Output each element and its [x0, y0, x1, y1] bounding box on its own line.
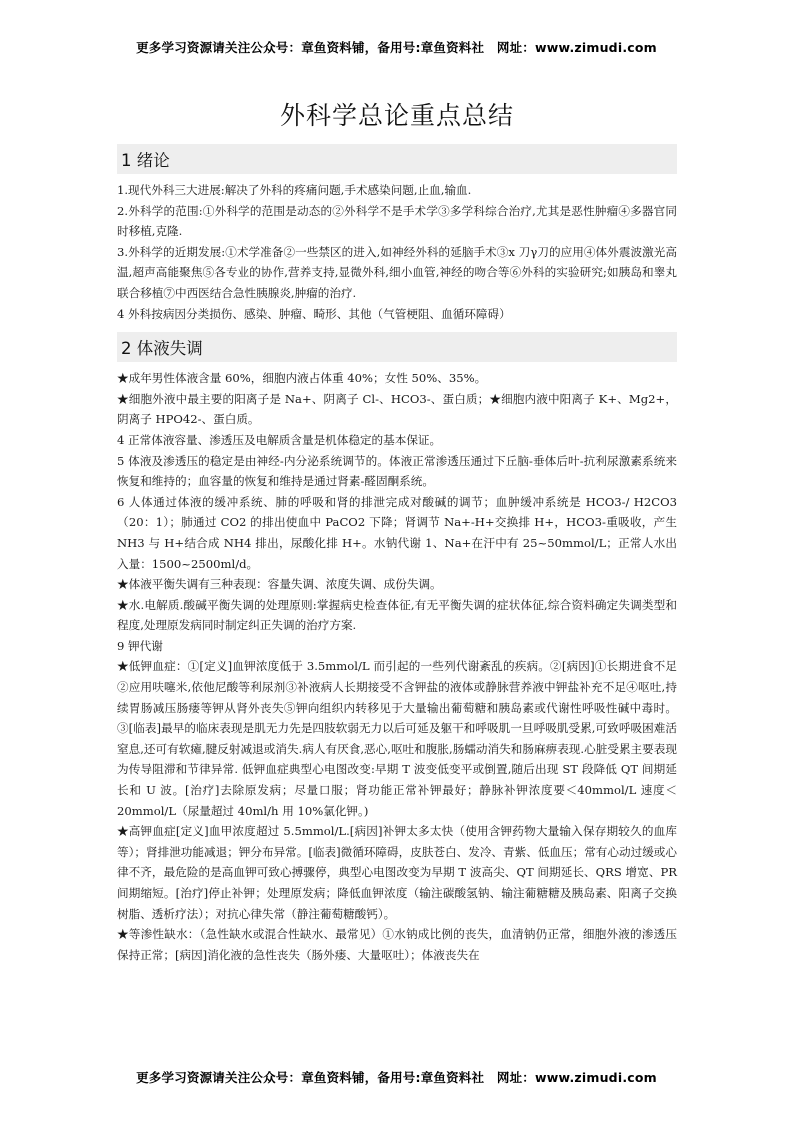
paragraph: 5 体液及渗透压的稳定是由神经-内分泌系统调节的。体液正常渗透压通过下丘脑-垂体后叶-抗利尿激素系统来恢复和维持的；血容量的恢复和维持是通过肾素-醛固酮系统。	[117, 453, 677, 489]
paragraph: 3.外科学的近期发展:①术学准备②一些禁区的进入,如神经外科的延脑手术③x 刀γ刀的应用④体外震波激光高温,超声高能聚焦⑤各专业的协作,营养支持,显微外科,细小血管,神经的吻合等⑥外科的实验研究;如胰岛和睾丸联合移植⑦中西医结合急性胰腺炎,肿瘤的治疗.	[117, 244, 677, 300]
header-banner: 更多学习资源请关注公众号：章鱼资料铺，备用号:章鱼资料社 网址：www.zimudi.com	[136, 40, 657, 55]
section-heading-body-fluid: 2 体液失调	[117, 332, 677, 362]
paragraph: 1.现代外科三大进展:解决了外科的疼痛问题,手术感染问题,止血,输血.	[117, 183, 472, 197]
document-title: 外科学总论重点总结	[279, 101, 514, 130]
paragraph: ★低钾血症：①[定义]血钾浓度低于 3.5mmol/L 而引起的一些列代谢紊乱的疾病。②[病因]①长期进食不足②应用呋噻米,依他尼酸等利尿剂③补液病人长期接受不含钾盐的液体或静脉营养液中钾盐补充不足④呕吐,持续胃肠减压肠瘘等钾从肾外丧失⑤钾向组织内转移见于大量输出葡萄糖和胰岛素或代谢性呼吸性碱中毒时。③[临表]最早的临床表现是肌无力先是四肢软弱无力以后可延及躯干和呼吸肌一旦呼吸肌受累,可致呼吸困难活窒息,还可有软瘫,腱反射减退或消失.病人有厌食,恶心,呕吐和腹胀,肠蠕动消失和肠麻痹表现.心脏受累主要表现为传导阻滞和节律异常. 低钾血症典型心电图改变:早期 T 波变低变平或倒置,随后出现 ST 段降低 QT 间期延长和 U 波。[治疗]去除原发病；尽量口服；肾功能正常补钾最好；静脉补钾浓度要＜40mmol/L 速度＜20mmol/L（尿量超过 40ml/h 用 10%氯化钾。)	[117, 659, 677, 818]
paragraph: ★细胞外液中最主要的阳离子是 Na+、阴离子 Cl-、HCO3-、蛋白质；★细胞内液中阳离子 K+、Mg2+，阴离子 HPO42-、蛋白质。	[117, 391, 677, 427]
paragraph: 4 外科按病因分类损伤、感染、肿瘤、畸形、其他（气管梗阻、血循环障碍）	[117, 306, 511, 321]
paragraph: 4 正常体液容量、渗透压及电解质含量是机体稳定的基本保证。	[117, 432, 442, 447]
paragraph: ★体液平衡失调有三种表现：容量失调、浓度失调、成份失调。	[117, 577, 442, 592]
footer-banner: 更多学习资源请关注公众号：章鱼资料铺，备用号:章鱼资料社 网址：www.zimudi.com	[136, 1070, 657, 1085]
paragraph: ★高钾血症[定义]血甲浓度超过 5.5mmol/L.[病因]补钾太多太快（使用含钾药物大量输入保存期较久的血库等）；肾排泄功能减退；钾分布异常。[临表]微循环障碍，皮肤苍白、发冷、青紫、低血压；常有心动过缓或心律不齐，最危险的是高血钾可致心搏骤停，典型心电图改变为早期 T 波高尖、QT 间期延长、QRS 增宽、PR 间期缩短。[治疗]停止补钾；处理原发病；降低血钾浓度（输注碳酸氢钠、输注葡糖糖及胰岛素、阳离子交换树脂、透析疗法）；对抗心律失常（静注葡萄糖酸钙）。	[117, 824, 677, 921]
paragraph: ★水.电解质.酸碱平衡失调的处理原则:掌握病史检查体征,有无平衡失调的症状体征,综合资料确定失调类型和程度,处理原发病同时制定纠正失调的治疗方案.	[117, 597, 677, 633]
paragraph: 9 钾代谢	[117, 638, 163, 653]
paragraph: ★等渗性缺水：（急性缺水或混合性缺水、最常见）①水钠成比例的丧失，血清钠仍正常，细胞外液的渗透压保持正常；[病因]消化液的急性丧失（肠外瘘、大量呕吐）；体液丧失在	[117, 927, 677, 962]
paragraph: 6 人体通过体液的缓冲系统、肺的呼吸和肾的排泄完成对酸碱的调节；血肿缓冲系统是 HCO3-/ H2CO3（20：1）；肺通过 CO2 的排出使血中 PaCO2 下降；肾调节 Na+-H+交换排 H+，HCO3-重吸收，产生 NH3 与 H+结合成 NH4 排出，尿酸化排 H+。水钠代谢 1、Na+在汗中有 25~50mmol/L；正常人水出入量：1500~2500ml/d。	[117, 494, 677, 571]
document-body	[117, 96, 677, 965]
paragraph: ★成年男性体液含量 60%，细胞内液占体重 40%；女性 50%、35%。	[117, 371, 487, 386]
paragraph: 2.外科学的范围:①外科学的范围是动态的②外科学不是手术学③多学科综合治疗,尤其是恶性肿瘤④多器官同时移植,克隆.	[117, 203, 677, 239]
section-heading-intro: 1 绪论	[117, 144, 677, 174]
